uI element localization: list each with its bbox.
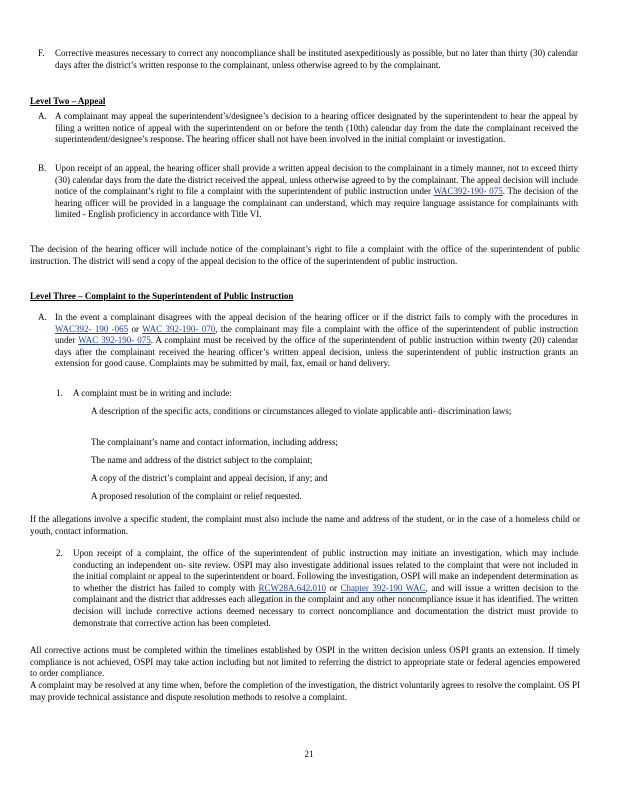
level-two-item-b-text-2: . The decision of the hearing officer will be provided in a language the complainant can understand, which may require language assistance for complainants with limited - English proficiency in accordance with Title VI. [55, 186, 578, 220]
bullet-text: A description of the specific acts, conditions or circumstances alleged to violate applicable anti- discrimination laws; [91, 406, 512, 416]
level-two-item-a [38, 111, 578, 146]
level-three-num-1 [56, 388, 578, 400]
requirement-bullet [73, 437, 573, 449]
item-f-text: Corrective measures necessary to correct any noncompliance shall be instituted asexpeditiously as possible, but no later than thirty (30) calendar days after the district’s written response to the complainant, unless otherwise agreed to by the complainant. [55, 48, 578, 70]
num-2-text-1: Upon receipt of a complaint, the office of the superintendent of public instruction may initiate an investigation, which may include conducting an independent on- site review. OSPI may also investigate additional issues related to the complaint that were not included in the initial complaint or appeal to the superintendent or board. Following the investigation, OSPI will make an independent determination as to whether the district has failed to comply with [73, 548, 578, 593]
wac-392-190-065-link[interactable]: WAC392- 190 -065 [55, 323, 129, 334]
wac-392-190-075-link-2[interactable]: WAC 392-190- 075 [78, 335, 151, 346]
bullet-text: The name and address of the district subject to the complaint; [91, 455, 313, 465]
num-2-text-2: or [326, 582, 341, 593]
level-three-item-a-text-1: In the event a complainant disagrees with the appeal decision of the hearing officer or if the district fails to comply with the procedures in [55, 312, 578, 322]
requirement-bullet [73, 406, 573, 418]
level-two-item-a-label: A. [38, 111, 47, 121]
level-three-item-a-text [55, 312, 578, 370]
homeless-note: If the allegations involve a specific student, the complaint must also include the name and address of the student, or in the case of a homeless child or youth, contact information. [30, 514, 580, 536]
level-three-heading: Level Three – Complaint to the Superintendent of Public Instruction [30, 291, 294, 301]
level-three-item-a-text-2: or [128, 323, 143, 334]
voluntary-resolution-paragraph: A complaint may be resolved at any time when, before the completion of the investigation, the district voluntarily agrees to resolve the complaint. OS PI may provide technical assistance and dispute resolution methods to resolve a complaint. [30, 680, 580, 702]
level-two-item-b-text [55, 163, 578, 221]
num-2-text-3: , and will issue a written decision to the complainant and the district that addresses each allegation in the complaint and any other noncompliance issue it has identified. The written decision will include corrective actions deemed necessary to correct noncompliance and documentation the district must provide to demonstrate that corrective action has been completed. [73, 582, 579, 628]
level-three-num-2 [56, 548, 578, 629]
bullet-text: A proposed resolution of the complaint or relief requested. [91, 491, 302, 501]
level-three-item-a [38, 312, 578, 370]
level-two-item-b-label: B. [38, 163, 47, 173]
level-three-item-a-label: A. [38, 312, 47, 322]
rcw-28a-642-010-link[interactable]: RCW28A.642.010 [258, 582, 327, 593]
page-number: 21 [304, 749, 314, 759]
corrective-actions-paragraph: All corrective actions must be completed within the timelines established by OSPI in the written decision unless OSPI grants an extension. If timely compliance is not achieved, OSPI may take action including but not limited to referring the district to appropriate state or federal agencies empowered to order compliance. [30, 645, 580, 679]
level-two-item-b [38, 163, 578, 221]
requirement-bullet [73, 491, 573, 503]
level-two-closing: The decision of the hearing officer will include notice of the complainant’s right to file a complaint with the office of the superintendent of public instruction. The district will send a copy of the appeal decision to the office of the superintendent of public instruction. [30, 244, 580, 266]
requirement-bullet [73, 473, 573, 485]
num-1-label: 1. [56, 388, 63, 398]
item-f [38, 48, 578, 71]
bullet-text: The complainant’s name and contact information, including address; [91, 437, 338, 447]
bullet-text: A copy of the district’s complaint and appeal decision, if any; and [91, 473, 328, 483]
item-f-label: F. [38, 48, 45, 58]
level-two-heading: Level Two – Appeal [30, 96, 106, 106]
chapter-392-190-wac-link[interactable]: Chapter 392-190 WAC [340, 582, 426, 593]
requirement-bullet [73, 455, 573, 467]
num-1-text: A complaint must be in writing and include: [73, 388, 232, 398]
level-two-item-a-text: A complainant may appeal the superintendent’s/designee’s decision to a hearing officer designated by the superintendent to hear the appeal by filing a written notice of appeal with the superintendent on or before the tenth (10th) calendar day from the date the complainant received the superintendent/designee’s response. The hearing officer shall not have been involved in the initial complaint or investigation. [55, 111, 578, 145]
level-two-item-b-text-1: Upon receipt of an appeal, the hearing officer shall provide a written appeal decision to the complainant in a timely manner, not to exceed thirty (30) calendar days from the date the district received the appeal, unless otherwise agreed to by the complainant. The appeal decision will include notice of the complainant’s right to file a complaint with the superintendent of public instruction under [55, 163, 578, 197]
level-three-item-a-text-4: . A complaint must be received by the office of the superintendent of public instruction within twenty (20) calendar days after the complainant received the hearing officer’s written appeal decision, unless the superintendent of public instruction grants an extension for good cause. Complaints may be submitted by mail, fax, email or hand delivery. [55, 335, 578, 369]
level-three-item-a-text-3: , the complainant may file a complaint with the office of the superintendent of public instruction under [55, 323, 578, 346]
num-2-label: 2. [56, 548, 63, 558]
num-2-text [73, 548, 578, 629]
wac-392-190-070-link[interactable]: WAC 392-190- 070 [142, 323, 216, 334]
wac-392-190-075-link[interactable]: WAC392-190- 075 [433, 186, 503, 197]
